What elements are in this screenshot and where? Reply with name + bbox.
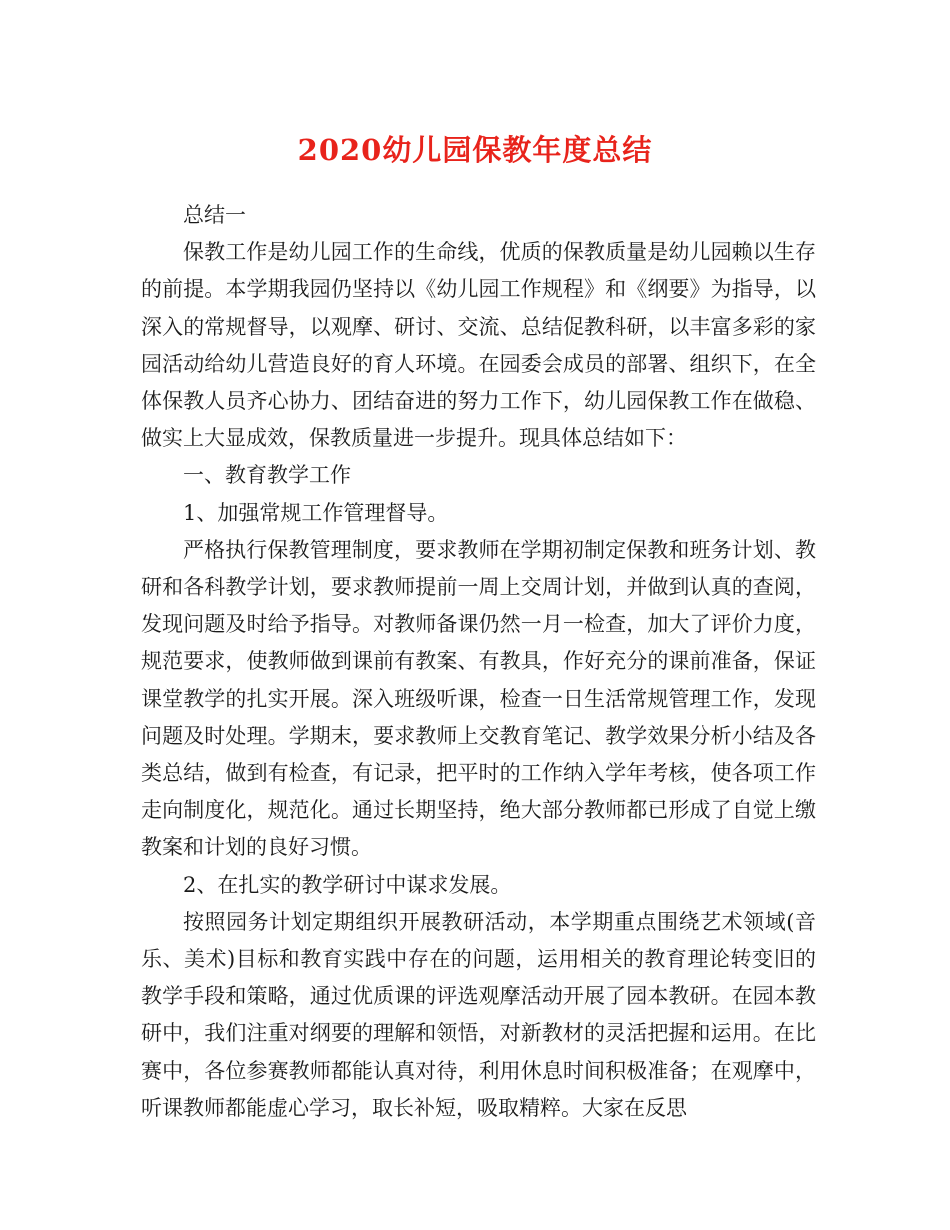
paragraph-routine-management: 严格执行保教管理制度，要求教师在学期初制定保教和班务计划、教研和各科教学计划，要求教师提前一周上交周计划，并做到认真的查阅，发现问题及时给予指导。对教师备课仍然一月一检查，加大了评价力度，规范要求，使教师做到课前有教案、有教具，作好充分的课前准备，保证课堂教学的扎实开展。深入班级听课，检查一日生活常规管理工作，发现问题及时处理。学期末，要求教师上交教育笔记、教学效果分析小结及各类总结，做到有检查，有记录，把平时的工作纳入学年考核，使各项工作走向制度化，规范化。通过长期坚持，绝大部分教师都已形成了自觉上缴教案和计划的良好习惯。 xyxy=(141,537,816,860)
paragraph-heading-summary-one: 总结一 xyxy=(183,203,246,227)
subheading-routine-management: 1、加强常规工作管理督导。 xyxy=(183,500,449,525)
document-body xyxy=(141,197,816,1127)
subheading-teaching-research: 2、在扎实的教学研讨中谋求发展。 xyxy=(183,872,512,897)
paragraph-intro: 保教工作是幼儿园工作的生命线，优质的保教质量是幼儿园赖以生存的前提。本学期我园仍坚持以《幼儿园工作规程》和《纲要》为指导，以深入的常规督导，以观摩、研讨、交流、总结促教科研，以丰富多彩的家园活动给幼儿营造良好的育人环境。在园委会成员的部署、组织下，在全体保教人员齐心协力、团结奋进的努力工作下，幼儿园保教工作在做稳、做实上大显成效，保教质量进一步提升。现具体总结如下： xyxy=(141,240,816,451)
paragraph-teaching-research: 按照园务计划定期组织开展教研活动，本学期重点围绕艺术领域(音乐、美术)目标和教育实践中存在的问题，运用相关的教育理论转变旧的教学手段和策略，通过优质课的评选观摩活动开展了园本教研。在园本教研中，我们注重对纲要的理解和领悟，对新教材的灵活把握和运用。在比赛中，各位参赛教师都能认真对待，利用休息时间积极准备；在观摩中，听课教师都能虚心学习，取长补短，吸取精粹。大家在反思 xyxy=(141,909,816,1120)
section-heading-teaching: 一、教育教学工作 xyxy=(183,463,351,488)
document-title: 2020幼儿园保教年度总结 xyxy=(297,133,653,167)
